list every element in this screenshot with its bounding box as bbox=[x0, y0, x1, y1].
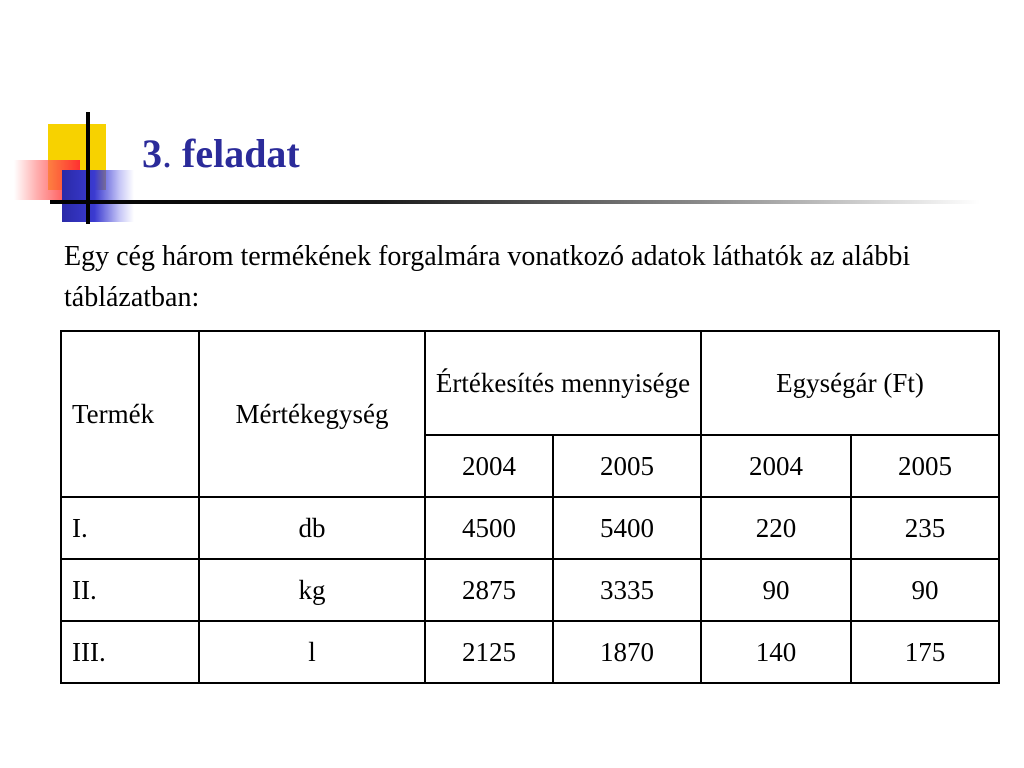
sales-table bbox=[60, 330, 1000, 684]
header-quantity: Értékesítés mennyisége bbox=[425, 331, 701, 435]
title-text: feladat bbox=[182, 131, 300, 176]
cell-price-2005: 175 bbox=[851, 621, 999, 683]
cell-quantity-2004: 2875 bbox=[425, 559, 553, 621]
header-year: 2004 bbox=[425, 435, 553, 497]
title-underline bbox=[50, 200, 980, 204]
cell-price-2004: 140 bbox=[701, 621, 851, 683]
cell-quantity-2005: 1870 bbox=[553, 621, 701, 683]
cell-unit: l bbox=[199, 621, 425, 683]
cell-quantity-2005: 5400 bbox=[553, 497, 701, 559]
cell-unit: db bbox=[199, 497, 425, 559]
cell-product: I. bbox=[61, 497, 199, 559]
header-unit: Mértékegység bbox=[199, 331, 425, 497]
cell-unit: kg bbox=[199, 559, 425, 621]
cell-quantity-2005: 3335 bbox=[553, 559, 701, 621]
title-number: 3 bbox=[142, 131, 162, 176]
header-year: 2005 bbox=[553, 435, 701, 497]
cell-price-2005: 235 bbox=[851, 497, 999, 559]
logo-vertical-line bbox=[86, 112, 90, 224]
table-row bbox=[61, 497, 999, 559]
cell-price-2004: 220 bbox=[701, 497, 851, 559]
header-price: Egységár (Ft) bbox=[701, 331, 999, 435]
cell-price-2004: 90 bbox=[701, 559, 851, 621]
cell-quantity-2004: 2125 bbox=[425, 621, 553, 683]
title-dot: . bbox=[162, 131, 172, 176]
cell-price-2005: 90 bbox=[851, 559, 999, 621]
table-header-row bbox=[61, 331, 999, 435]
slide-title bbox=[142, 130, 300, 177]
header-year: 2004 bbox=[701, 435, 851, 497]
table-row bbox=[61, 621, 999, 683]
header-product: Termék bbox=[61, 331, 199, 497]
logo-blue-square bbox=[62, 170, 134, 222]
table-row bbox=[61, 559, 999, 621]
intro-text: Egy cég három termékének forgalmára vonatkozó adatok láthatók az alábbi táblázatban: bbox=[64, 241, 911, 313]
cell-product: II. bbox=[61, 559, 199, 621]
cell-product: III. bbox=[61, 621, 199, 683]
cell-quantity-2004: 4500 bbox=[425, 497, 553, 559]
header-year: 2005 bbox=[851, 435, 999, 497]
